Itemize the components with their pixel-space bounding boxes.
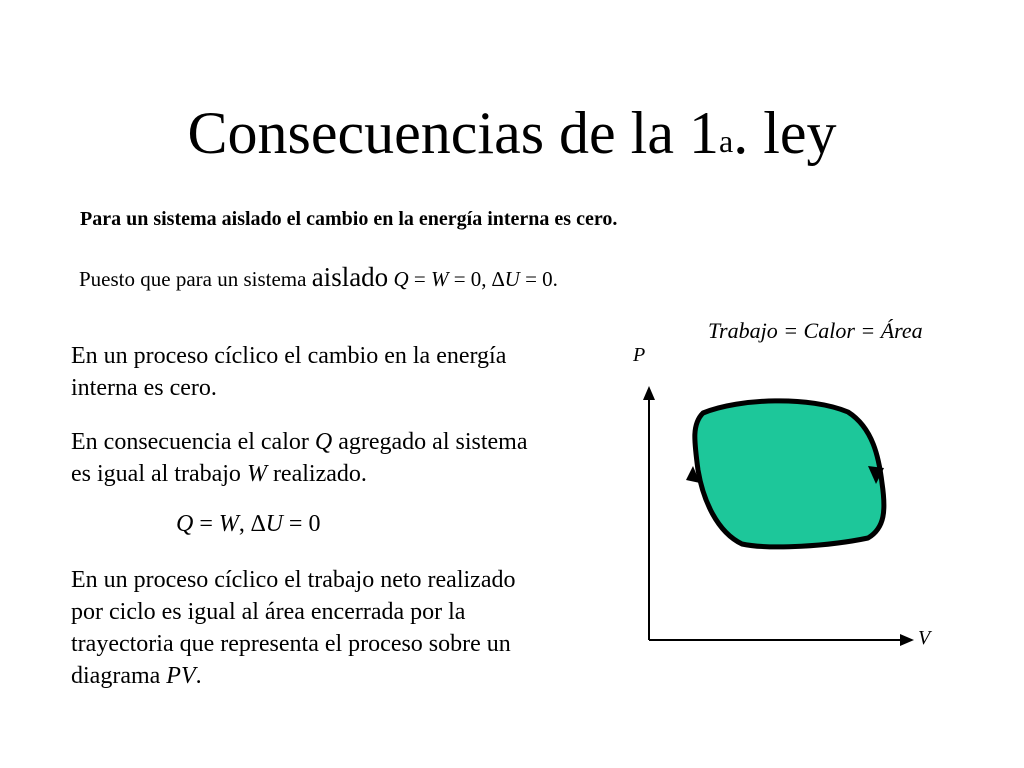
area-caption: Trabajo = Calor = Área xyxy=(708,318,923,343)
para3-pv: PV xyxy=(166,663,196,689)
line2-isolated-word: aislado xyxy=(311,262,389,292)
eq-q: Q xyxy=(176,511,194,537)
line2-w: W xyxy=(430,267,449,291)
pressure-axis-label: P xyxy=(633,344,646,366)
eq-end: = 0 xyxy=(282,511,321,537)
line2-eq1: = xyxy=(408,267,431,291)
cycle-area xyxy=(695,401,884,547)
volume-axis-label: V xyxy=(918,627,931,649)
para3-end: . xyxy=(195,663,202,689)
para2-w: W xyxy=(246,461,267,487)
eq-comma: , ∆ xyxy=(238,511,266,537)
cyclic-process-paragraph: En un proceso cíclico el cambio en la energía interna es cero. xyxy=(71,343,507,401)
para3-a: En un proceso cíclico el trabajo neto realizado por ciclo es igual al área encerrada por la trayectoria que representa el proceso sobre un diagrama xyxy=(71,567,516,689)
para2-c: realizado. xyxy=(266,461,367,487)
line2-u: U xyxy=(504,267,520,291)
line2-q: Q xyxy=(393,267,409,291)
para2-b: agregado al sistema es igual al trabajo xyxy=(71,429,528,487)
isolated-system-statement: Para un sistema aislado el cambio en la energía interna es cero. xyxy=(80,208,618,230)
title-main: Consecuencias de la 1 xyxy=(187,100,719,166)
x-axis-arrowhead xyxy=(900,634,914,646)
eq-mid: = xyxy=(193,511,219,537)
line2-prefix: Puesto que para un sistema xyxy=(79,267,312,291)
line2-delta: ∆ xyxy=(491,267,505,291)
y-axis-arrowhead xyxy=(643,386,655,400)
title-superscript: a xyxy=(718,123,734,159)
line2-end: = 0. xyxy=(519,267,558,291)
title-end: . ley xyxy=(733,100,837,166)
para2-a: En consecuencia el calor xyxy=(71,429,315,455)
eq-w: W xyxy=(218,511,239,537)
line2-eq2: = 0, xyxy=(448,267,492,291)
eq-u: U xyxy=(265,511,283,537)
para2-q: Q xyxy=(314,429,333,455)
